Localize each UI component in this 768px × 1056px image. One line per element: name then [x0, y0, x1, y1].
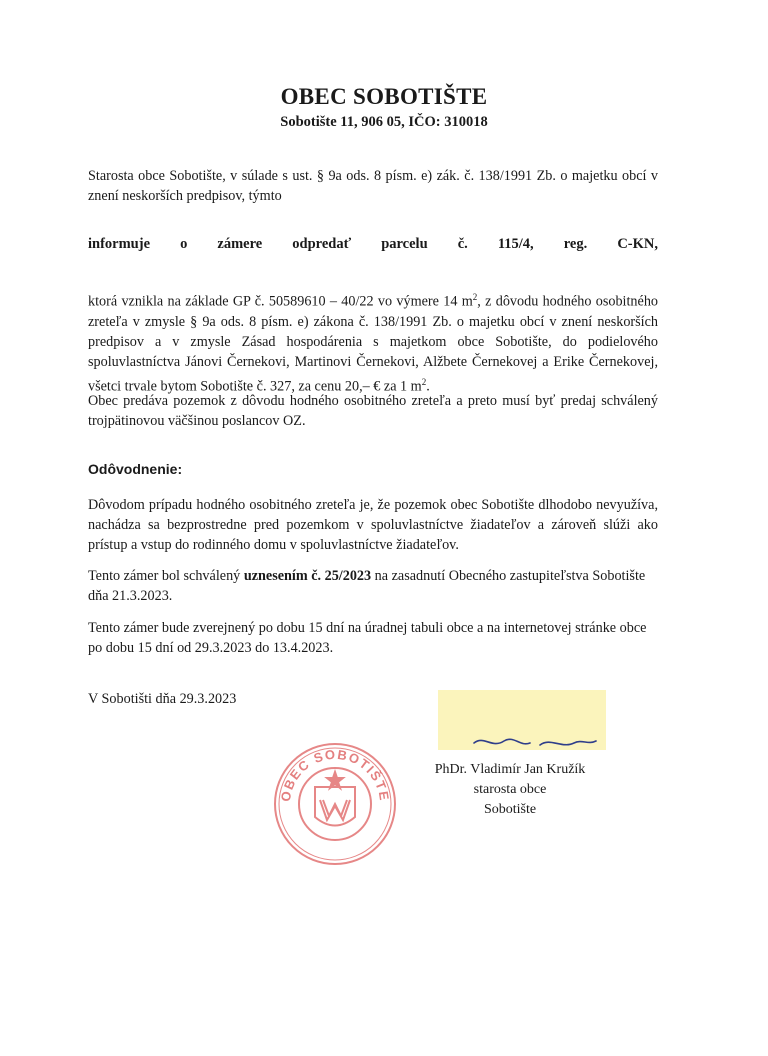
- intro-paragraph: Starosta obce Sobotište, v súlade s ust. § 9a ods. 8 písm. e) zák. č. 138/1991 Zb. o majetku obcí v znení neskorších predpisov, týmto: [88, 168, 658, 204]
- superscript: 2: [472, 292, 478, 302]
- stamp-text: OBEC SOBOTIŠTE: [277, 746, 393, 803]
- document-address: Sobotište 11, 906 05, IČO: 310018: [280, 114, 488, 130]
- intent-word: č.: [457, 236, 468, 252]
- official-stamp: [270, 732, 400, 872]
- resolution-after: na zasadnutí Obecného zastupiteľstva Sobotište dňa 21.3.2023.: [88, 568, 646, 604]
- intent-word: o: [180, 236, 188, 252]
- intent-word: zámere: [217, 236, 263, 252]
- justification-heading: Odôvodnenie:: [88, 461, 183, 477]
- signatory-name: PhDr. Vladimír Jan Kružík: [434, 762, 586, 777]
- intent-word: reg.: [563, 236, 588, 252]
- signatory-role: starosta obce: [473, 782, 547, 797]
- resolution-number: uznesením č. 25/2023: [243, 568, 372, 584]
- signature-scrawl: [470, 725, 600, 755]
- place-date: V Sobotišti dňa 29.3.2023: [88, 691, 237, 707]
- superscript: 2: [421, 376, 427, 387]
- publication-paragraph: Tento zámer bude zverejnený po dobu 15 dní na úradnej tabuli obce a na internetovej stránke obce po dobu 15 dní od 29.3.2023 do 13.4.2023.: [88, 620, 647, 656]
- parcel-text-3: .: [426, 378, 430, 395]
- signatory-municipality: Sobotište: [483, 802, 537, 817]
- justification-paragraph: Dôvodom prípadu hodného osobitného zreteľa je, že pozemok obec Sobotište dlhodobo nevyužíva, nachádza sa bezprostredne pred pozemkom v spoluvlastníctve žiadateľov a zároveň slúži ako prístup a vstup do rodinného domu v spoluvlastníctve žiadateľov.: [88, 497, 658, 553]
- document-title: OBEC SOBOTIŠTE: [280, 84, 488, 109]
- intent-word: informuje: [88, 236, 151, 252]
- resolution-paragraph: [88, 566, 658, 606]
- approval-note: Obec predáva pozemok z dôvodu hodného osobitného zreteľa a preto musí byť predaj schválený trojpätinovou väčšinou poslancov OZ.: [88, 393, 658, 429]
- intent-word: odpredať: [292, 236, 352, 252]
- intent-word: 115/4,: [497, 236, 534, 252]
- parcel-text-2: , z dôvodu hodného osobitného zreteľa v zmysle § 9a ods. 8 písm. e) zákona č. 138/1991 Zb. o majetku obcí v znení neskorších predpisov a v zmysle Zásad hospodárenia s majetkom obce Sobotište, do podielového spoluvlastníctva Jánovi Černekovi, Martinovi Černekovi, Alžbete Černekovej a Erike Černekovej, všetci trvale bytom Sobotište č. 327, za cenu 20,– € za 1 m: [88, 293, 659, 395]
- intent-word: parcelu: [381, 236, 428, 252]
- parcel-paragraph: [88, 287, 658, 396]
- intent-word: C-KN,: [617, 236, 658, 252]
- resolution-before: Tento zámer bol schválený: [88, 568, 244, 584]
- parcel-text-1: ktorá vznikla na základe GP č. 50589610 – 40/22 vo výmere 14 m: [88, 293, 473, 310]
- intent-line: [88, 236, 658, 253]
- signature-block: [420, 760, 600, 820]
